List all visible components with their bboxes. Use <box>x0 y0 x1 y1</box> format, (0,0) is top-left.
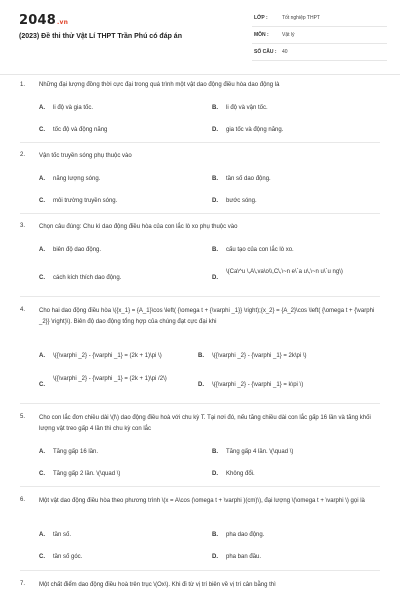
exam-meta-table <box>252 12 387 63</box>
question-number: 3. <box>20 223 26 229</box>
question-text: Cho con lắc đơn chiều dài \(l\) dao động điều hoà với chu kỳ T. Tại nơi đó, nếu tăng chiều dài con lắc gấp 16 lần và tăng khối lượng vật treo gấp 4 lần thì chu kỳ con lắc <box>39 415 371 432</box>
question-number: 4. <box>20 307 26 313</box>
question-number: 6. <box>20 497 26 503</box>
question-text: Chọn câu đúng: Chu kì dao động điều hòa của con lắc lò xo phụ thuộc vào <box>39 224 238 230</box>
option-letter: D. <box>212 198 218 204</box>
option-letter: A. <box>39 247 45 253</box>
option-text: bước sóng. <box>226 198 257 204</box>
option-text: tần số góc. <box>53 554 83 560</box>
meta-key: LỚP : <box>254 15 268 21</box>
question-divider <box>20 296 380 297</box>
option-letter: C. <box>39 471 45 477</box>
question-text: Những đại lượng đồng thời cực đại trong quá trình một vật dao động điều hòa dao động là <box>39 82 280 88</box>
option-letter: A. <box>39 353 45 359</box>
option-text: gia tốc và động năng. <box>226 127 284 133</box>
option-text: Không đổi. <box>226 471 255 477</box>
meta-row-question-count <box>252 46 387 61</box>
option-text: tốc độ và động năng <box>53 127 108 133</box>
option-text: pha dao động. <box>226 532 265 538</box>
question-text: Một vật dao động điều hòa theo phương trình \(x = A\cos (\omega t + \varphi )(cm)\), đại lượng \(\omega t + \varphi \) gọi là <box>39 498 365 504</box>
option-letter: C. <box>39 198 45 204</box>
option-text: Tăng gấp 2 lần. \(\quad \) <box>53 471 121 477</box>
option-letter: D. <box>212 127 218 133</box>
option-text: Tăng gấp 16 lần. <box>53 449 99 455</box>
option-letter: A. <box>39 449 45 455</box>
option-letter: A. <box>39 176 45 182</box>
option-text: \({\varphi _2} - {\varphi _1} = k\pi \) <box>212 382 304 388</box>
option-letter: B. <box>212 532 218 538</box>
option-text: \({\varphi _2} - {\varphi _1} = (2k + 1)\pi /2\) <box>53 376 167 382</box>
question-divider <box>20 486 380 487</box>
question-number: 2. <box>20 152 26 158</box>
option-text: \(Ca\^u \,A\,va\o\\,C\,\~n e\`a u\,\~n u\`u ng\) <box>226 269 343 275</box>
question-number: 1. <box>20 82 26 88</box>
option-text: Tăng gấp 4 lần. \(\quad \) <box>226 449 294 455</box>
meta-value: Vật lý <box>282 32 295 38</box>
option-text: li độ và vận tốc. <box>226 105 268 111</box>
option-text: li độ và gia tốc. <box>53 105 94 111</box>
option-letter: D. <box>212 554 218 560</box>
option-text: pha ban đầu. <box>226 554 262 560</box>
question-divider <box>20 403 380 404</box>
option-letter: C. <box>39 275 45 281</box>
option-letter: D. <box>212 275 218 281</box>
option-text: tần số. <box>53 532 72 538</box>
meta-key: SỐ CÂU : <box>254 49 277 55</box>
option-text: năng lượng sóng. <box>53 176 101 182</box>
question-number: 5. <box>20 414 26 420</box>
option-letter: B. <box>212 105 218 111</box>
option-letter: A. <box>39 105 45 111</box>
meta-value: 40 <box>282 49 288 55</box>
option-letter: B. <box>212 176 218 182</box>
meta-value: Tốt nghiệp THPT <box>282 15 320 21</box>
question-text: Một chất điểm dao động điều hoà trên trục \(Ox\). Khi đi từ vị trí biên về vị trí cân bằng thì <box>39 582 276 588</box>
option-text: cách kích thích dao động. <box>53 275 122 281</box>
option-letter: B. <box>198 353 204 359</box>
question-divider <box>20 570 380 571</box>
header-divider <box>0 74 400 75</box>
meta-row-class <box>252 12 387 27</box>
question-divider <box>20 142 380 143</box>
exam-header <box>0 0 400 74</box>
question-number: 7. <box>20 581 26 587</box>
meta-key: MÔN : <box>254 32 269 38</box>
site-logo[interactable]: 2048.vn <box>19 13 69 28</box>
option-letter: B. <box>212 449 218 455</box>
option-text: tần số dao động. <box>226 176 271 182</box>
option-text: \({\varphi _2} - {\varphi _1} = 2k\pi \) <box>212 353 307 359</box>
option-letter: A. <box>39 532 45 538</box>
question-text: Cho hai dao động điều hòa \({x_1} = {A_1}\cos \left( {\omega t + {\varphi _1}} \right);{x_2} = {A_2}\cos \left( {\omega t + {\varphi _2}} \right)\). Biên độ dao động tổng hợp của chúng đạt cực đại khi <box>39 308 375 325</box>
option-letter: C. <box>39 554 45 560</box>
option-text: môi trường truyền sóng. <box>53 198 118 204</box>
exam-title: (2023) Đề thi thử Vật Lí THPT Trần Phú có đáp án <box>19 33 182 40</box>
option-text: cấu tạo của con lắc lò xo. <box>226 247 294 253</box>
option-text: \({\varphi _2} - {\varphi _1} = (2k + 1)\pi \) <box>53 353 162 359</box>
option-letter: D. <box>198 382 204 388</box>
question-divider <box>20 213 380 214</box>
question-text: Vận tốc truyền sóng phụ thuộc vào <box>39 153 132 159</box>
meta-row-subject <box>252 29 387 44</box>
option-text: biên độ dao động. <box>53 247 102 253</box>
option-letter: C. <box>39 127 45 133</box>
option-letter: B. <box>212 247 218 253</box>
option-letter: D. <box>212 471 218 477</box>
option-letter: C. <box>39 382 45 388</box>
